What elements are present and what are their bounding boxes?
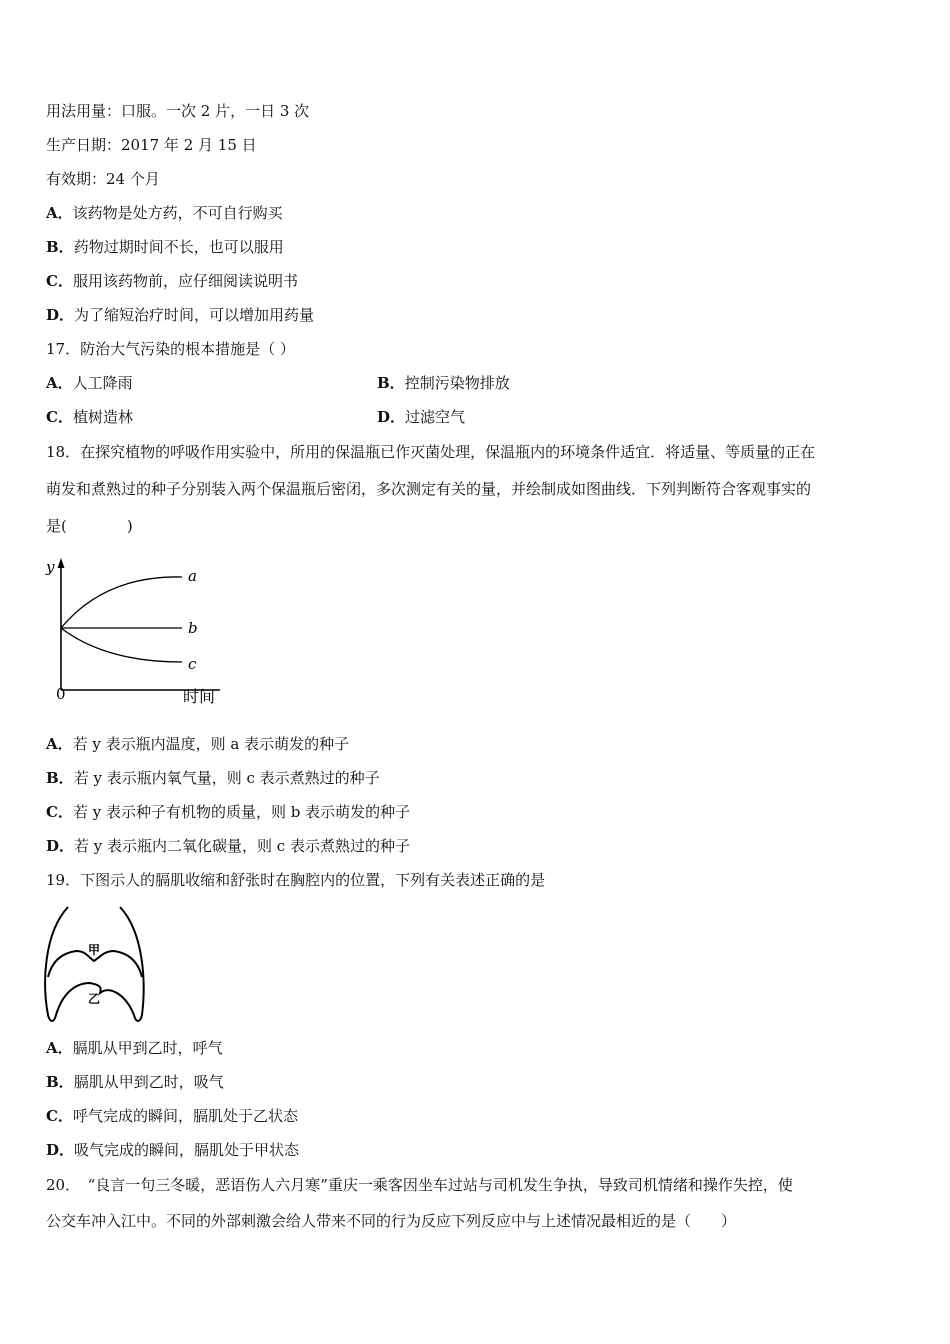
option-text: 膈肌从甲到乙时，吸气	[73, 1073, 224, 1091]
option-text: 控制污染物排放	[404, 374, 510, 392]
y-axis-arrow	[58, 558, 65, 568]
option-letter: A．	[46, 204, 73, 222]
option-letter: B．	[46, 769, 74, 787]
option-text: 若 y 表示瓶内氧气量，则 c 表示煮熟过的种子	[73, 769, 380, 787]
option-text: 服用该药物前，应仔细阅读说明书	[72, 272, 298, 290]
drug-validity: 有效期：24 个月	[46, 170, 160, 188]
option-letter: C．	[46, 1107, 73, 1125]
option-text: 呼气完成的瞬间，膈肌处于乙状态	[72, 1107, 298, 1125]
option-text: 植树造林	[72, 408, 133, 426]
curve-b-label: b	[188, 619, 198, 637]
drug-production-date: 生产日期：2017 年 2 月 15 日	[46, 136, 257, 154]
option-letter: C．	[46, 272, 73, 290]
option-text: 为了缩短治疗时间，可以增加用药量	[74, 306, 315, 324]
x-axis-label: 时间	[183, 687, 216, 706]
origin-label: 0	[56, 685, 66, 703]
q19-option-c	[46, 1109, 298, 1124]
q19-option-d	[46, 1143, 299, 1158]
y-axis-label: y	[46, 558, 55, 576]
q16-option-c	[46, 274, 298, 289]
q19-stem: 19．下图示人的膈肌收缩和舒张时在胸腔内的位置，下列有关表述正确的是	[46, 871, 546, 889]
option-letter: D．	[377, 408, 406, 426]
curve-a	[61, 577, 182, 628]
option-text: 膈肌从甲到乙时，呼气	[72, 1039, 223, 1057]
label-yi: 乙	[88, 992, 101, 1006]
option-letter: B．	[46, 238, 74, 256]
diaphragm-figure	[40, 903, 150, 1025]
q17-option-a	[46, 376, 133, 391]
option-letter: B．	[377, 374, 405, 392]
q17-option-b	[377, 376, 510, 391]
curve-c	[61, 628, 182, 662]
q19-option-b	[46, 1075, 224, 1090]
q16-option-d	[46, 308, 314, 323]
curve-c-label: c	[188, 655, 197, 673]
option-text: 人工降雨	[72, 374, 133, 392]
option-letter: D．	[46, 837, 75, 855]
q20-stem-line-2: 公交车冲入江中。不同的外部刺激会给人带来不同的行为反应下列反应中与上述情况最相近的是（ ）	[46, 1212, 737, 1230]
q18-option-a	[46, 737, 349, 752]
option-letter: C．	[46, 803, 73, 821]
option-letter: A．	[46, 374, 73, 392]
q18-stem-line-1: 18．在探究植物的呼吸作用实验中，所用的保温瓶已作灭菌处理，保温瓶内的环境条件适宜．将适量、等质量的正在	[46, 443, 816, 461]
option-text: 若 y 表示种子有机物的质量，则 b 表示萌发的种子	[72, 803, 411, 821]
curve-a-label: a	[188, 567, 197, 585]
option-letter: A．	[46, 1039, 73, 1057]
option-text: 该药物是处方药，不可自行购买	[72, 204, 283, 222]
option-text: 若 y 表示瓶内二氧化碳量，则 c 表示煮熟过的种子	[74, 837, 410, 855]
option-letter: A．	[46, 735, 73, 753]
q17-option-d	[377, 410, 465, 425]
label-jia: 甲	[88, 943, 101, 957]
q18-graph	[40, 552, 230, 712]
option-text: 若 y 表示瓶内温度，则 a 表示萌发的种子	[72, 735, 350, 753]
option-text: 药物过期时间不长，也可以服用	[73, 238, 284, 256]
q18-option-b	[46, 771, 380, 786]
q18-option-d	[46, 839, 410, 854]
q18-stem-line-2: 萌发和煮熟过的种子分别装入两个保温瓶后密闭，多次测定有关的量，并绘制成如图曲线．下列判断符合客观事实的	[46, 480, 812, 498]
q20-stem-line-1: 20． “良言一句三冬暖，恶语伤人六月寒”重庆一乘客因坐车过站与司机发生争执，导致司机情绪和操作失控，使	[46, 1176, 793, 1194]
q18-option-c	[46, 805, 410, 820]
option-letter: D．	[46, 1141, 75, 1159]
option-text: 过滤空气	[405, 408, 466, 426]
q16-option-a	[46, 206, 283, 221]
option-text: 吸气完成的瞬间，膈肌处于甲状态	[74, 1141, 300, 1159]
option-letter: C．	[46, 408, 73, 426]
q17-stem: 17．防治大气污染的根本措施是（ ）	[46, 340, 295, 358]
drug-usage: 用法用量：口服。一次 2 片，一日 3 次	[46, 102, 310, 120]
option-letter: B．	[46, 1073, 74, 1091]
q16-option-b	[46, 240, 284, 255]
q17-option-c	[46, 410, 133, 425]
q19-option-a	[46, 1041, 223, 1056]
q18-stem-line-3: 是( )	[46, 517, 133, 535]
option-letter: D．	[46, 306, 75, 324]
